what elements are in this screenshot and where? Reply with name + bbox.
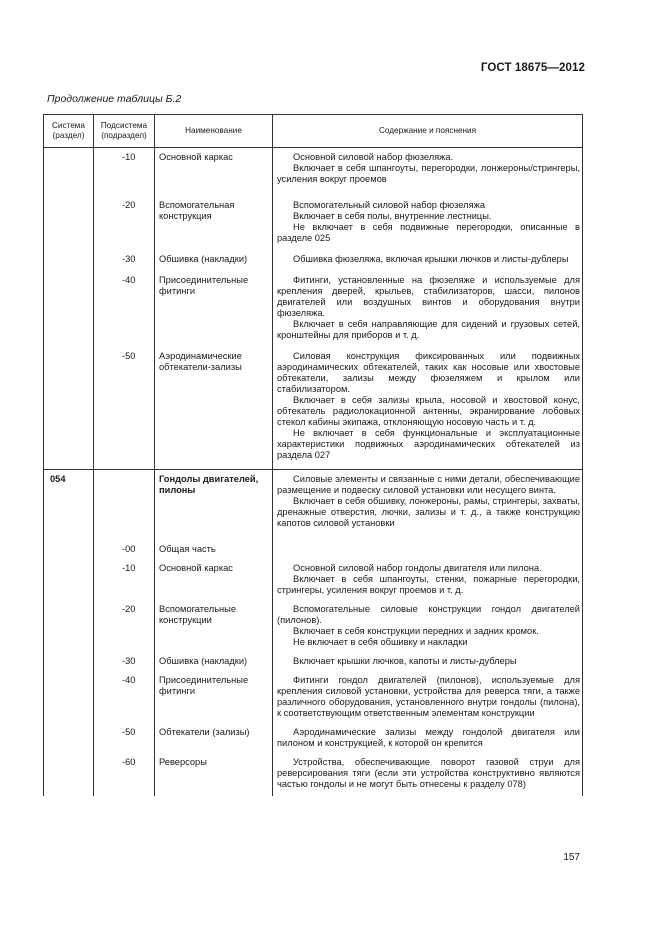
item-name-cell: Присоединительные фитинги bbox=[155, 275, 273, 351]
description-paragraph: Не включает в себя обшивку и накладки bbox=[293, 637, 468, 647]
description-cell bbox=[273, 470, 583, 545]
description-paragraph: Силовые элементы и связанные с ними детали, обеспечивающие размещение и подвеску силовой установки или несущего винта. bbox=[277, 474, 580, 495]
item-name-cell: Реверсоры bbox=[155, 757, 273, 796]
description-paragraph: Не включает в себя функциональные и эксплуатационные характеристики подвижных аэродинамических обтекателей из раздела 027 bbox=[277, 428, 580, 460]
system-code-cell bbox=[44, 727, 94, 757]
subsystem-code-cell: -10 bbox=[94, 148, 155, 201]
table-row bbox=[44, 675, 583, 727]
description-paragraph: Включает в себя шпангоуты, стенки, пожарные перегородки, стрингеры, усиления вокруг проемов и т. д. bbox=[277, 574, 580, 595]
item-name-cell: Присоединительные фитинги bbox=[155, 675, 273, 727]
description-cell bbox=[273, 544, 583, 563]
item-name-cell: Вспомогательная конструкция bbox=[155, 200, 273, 254]
item-name-cell: Основной каркас bbox=[155, 148, 273, 201]
subsystem-code-cell bbox=[94, 470, 155, 545]
item-name-cell: Гондолы двигателей, пилоны bbox=[155, 470, 273, 545]
col-header-description: Содержание и пояснения bbox=[273, 115, 583, 148]
description-paragraph: Основной силовой набор фюзеляжа. bbox=[293, 152, 454, 162]
table-row bbox=[44, 757, 583, 796]
col-header-subsystem: Подсистема (подраздел) bbox=[94, 115, 155, 148]
table-body bbox=[44, 148, 583, 797]
table-row bbox=[44, 727, 583, 757]
item-name-cell: Основной каркас bbox=[155, 563, 273, 604]
item-name-cell: Вспомогательные конструкции bbox=[155, 604, 273, 656]
item-name-cell: Обшивка (накладки) bbox=[155, 254, 273, 275]
table-header-row bbox=[44, 115, 583, 148]
subsystem-code-cell: -30 bbox=[94, 656, 155, 675]
description-cell bbox=[273, 656, 583, 675]
description-paragraph: Включает в себя полы, внутренние лестницы. bbox=[293, 211, 492, 221]
description-cell bbox=[273, 675, 583, 727]
system-code-cell bbox=[44, 544, 94, 563]
description-paragraph: Устройства, обеспечивающие поворот газовой струи для реверсирования тяги (если эти устройства конструктивно являются частью гондолы и не могут быть отнесены к разделу 078) bbox=[277, 757, 580, 789]
table-row bbox=[44, 351, 583, 470]
subsystem-code-cell: -40 bbox=[94, 675, 155, 727]
subsystem-code-cell: -30 bbox=[94, 254, 155, 275]
system-code-cell bbox=[44, 656, 94, 675]
classification-table bbox=[43, 114, 583, 796]
description-cell bbox=[273, 254, 583, 275]
description-paragraph: Аэродинамические зализы между гондолой двигателя или пилоном и конструкцией, к которой он крепится bbox=[277, 727, 580, 748]
description-paragraph: Вспомогательный силовой набор фюзеляжа bbox=[293, 200, 486, 210]
item-name-cell: Обтекатели (зализы) bbox=[155, 727, 273, 757]
description-paragraph: Не включает в себя подвижные перегородки, описанные в разделе 025 bbox=[277, 222, 580, 243]
table-row bbox=[44, 656, 583, 675]
system-code-cell bbox=[44, 254, 94, 275]
system-code-cell bbox=[44, 148, 94, 201]
description-cell bbox=[273, 275, 583, 351]
description-paragraph: Фитинги, установленные на фюзеляже и используемые для крепления дверей, крыльев, стабилизаторов, шасси, пилонов двигателей или воздушных винтов и оборудования внутри фюзеляжа. bbox=[277, 275, 580, 318]
item-name-cell: Аэродинамические обтекатели-зализы bbox=[155, 351, 273, 470]
subsystem-code-cell: -10 bbox=[94, 563, 155, 604]
table-row bbox=[44, 148, 583, 201]
description-paragraph: Включает в себя направляющие для сидений и грузовых сетей, кронштейны для приборов и т. д. bbox=[277, 319, 580, 340]
description-paragraph: Включает в себя шпангоуты, перегородки, лонжероны/стрингеры, усиления вокруг проемов bbox=[277, 163, 580, 184]
table-row bbox=[44, 200, 583, 254]
subsystem-code-cell: -00 bbox=[94, 544, 155, 563]
standard-designation: ГОСТ 18675—2012 bbox=[480, 62, 585, 74]
subsystem-code-cell: -20 bbox=[94, 200, 155, 254]
description-cell bbox=[273, 148, 583, 201]
description-paragraph: Фитинги гондол двигателей (пилонов), используемые для крепления силовой установки, устройства для реверса тяги, а также различного оборудования, установленного внутри гондолы (пилона), к соответствующим ответственным элементам конструкции bbox=[277, 675, 580, 718]
item-name-cell: Общая часть bbox=[155, 544, 273, 563]
subsystem-code-cell: -20 bbox=[94, 604, 155, 656]
col-header-system: Система (раздел) bbox=[44, 115, 94, 148]
system-code-cell bbox=[44, 275, 94, 351]
table-continuation-caption: Продолжение таблицы Б.2 bbox=[47, 93, 182, 105]
col-header-name: Наименование bbox=[155, 115, 273, 148]
description-paragraph: Основной силовой набор гондолы двигателя или пилона. bbox=[293, 563, 542, 573]
system-code-cell bbox=[44, 200, 94, 254]
subsystem-code-cell: -60 bbox=[94, 757, 155, 796]
table-row bbox=[44, 563, 583, 604]
description-paragraph: Вспомогательные силовые конструкции гондол двигателей (пилонов). bbox=[277, 604, 580, 625]
system-code-cell bbox=[44, 351, 94, 470]
description-cell bbox=[273, 200, 583, 254]
description-cell bbox=[273, 563, 583, 604]
subsystem-code-cell: -50 bbox=[94, 727, 155, 757]
description-cell bbox=[273, 604, 583, 656]
system-code-cell bbox=[44, 675, 94, 727]
item-name-cell: Обшивка (накладки) bbox=[155, 656, 273, 675]
system-code-cell bbox=[44, 604, 94, 656]
page-number: 157 bbox=[563, 852, 580, 863]
table-row bbox=[44, 470, 583, 545]
system-code-cell bbox=[44, 563, 94, 604]
description-cell bbox=[273, 757, 583, 796]
description-paragraph: Включает в себя конструкции передних и задних кромок. bbox=[293, 626, 539, 636]
system-code-cell bbox=[44, 757, 94, 796]
table-row bbox=[44, 544, 583, 563]
description-cell bbox=[273, 351, 583, 470]
description-cell bbox=[273, 727, 583, 757]
table-row bbox=[44, 254, 583, 275]
subsystem-code-cell: -40 bbox=[94, 275, 155, 351]
description-paragraph: Силовая конструкция фиксированных или подвижных аэродинамических обтекателей, таких как носовые или хвостовые обтекатели, зализы между фюзеляжем и крылом или стабилизатором. bbox=[277, 351, 580, 394]
description-paragraph: Обшивка фюзеляжа, включая крышки лючков и листы-дублеры bbox=[293, 254, 569, 264]
subsystem-code-cell: -50 bbox=[94, 351, 155, 470]
description-paragraph: Включает крышки лючков, капоты и листы-дублеры bbox=[293, 656, 517, 666]
description-paragraph: Включает в себя зализы крыла, носовой и хвостовой конус, обтекатель радиолокационной антенны, экранирование лобовых стекол кабины экипажа, отклоняющую носовую часть и т. д. bbox=[277, 395, 580, 427]
system-code-cell: 054 bbox=[44, 470, 94, 545]
table-row bbox=[44, 275, 583, 351]
table-row bbox=[44, 604, 583, 656]
description-paragraph: Включает в себя обшивку, лонжероны, рамы, стрингеры, захваты, дренажные отверстия, лючки, зализы и т. д., а также конструкцию капотов силовой установки bbox=[277, 496, 580, 528]
